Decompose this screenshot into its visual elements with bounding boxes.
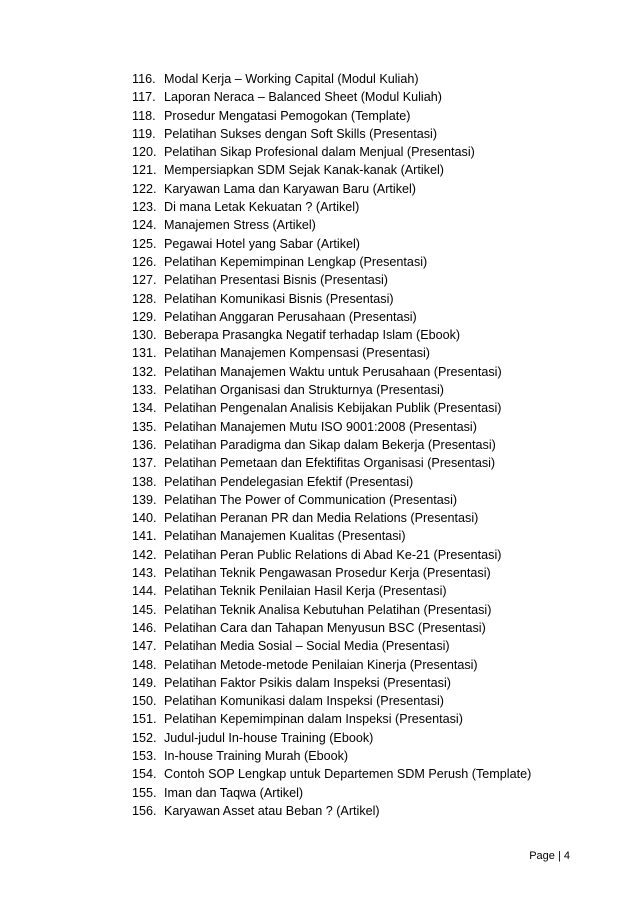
list-item bbox=[132, 491, 602, 509]
item-title: Pelatihan Pemetaan dan Efektifitas Organisasi (Presentasi) bbox=[164, 456, 496, 471]
item-title: Pelatihan Peran Public Relations di Abad Ke-21 (Presentasi) bbox=[164, 547, 502, 562]
list-item bbox=[132, 637, 602, 655]
list-item bbox=[132, 344, 602, 362]
item-title: Pelatihan Organisasi dan Strukturnya (Presentasi) bbox=[164, 383, 445, 398]
item-title: Pelatihan Faktor Psikis dalam Inspeksi (Presentasi) bbox=[164, 675, 451, 690]
item-number: 128. bbox=[132, 291, 157, 306]
list-item bbox=[132, 88, 602, 106]
item-number: 145. bbox=[132, 602, 157, 617]
list-item bbox=[132, 784, 602, 802]
list-item bbox=[132, 509, 602, 527]
list-item bbox=[132, 216, 602, 234]
item-title: Pelatihan Teknik Penilaian Hasil Kerja (Presentasi) bbox=[164, 584, 447, 599]
item-number: 122. bbox=[132, 181, 157, 196]
item-number: 149. bbox=[132, 675, 157, 690]
list-item bbox=[132, 582, 602, 600]
list-item bbox=[132, 70, 602, 88]
item-title: Judul-judul In-house Training (Ebook) bbox=[164, 730, 374, 745]
item-number: 142. bbox=[132, 547, 157, 562]
item-number: 119. bbox=[132, 126, 156, 141]
list-item bbox=[132, 107, 602, 125]
item-title: Pelatihan Kepemimpinan dalam Inspeksi (Presentasi) bbox=[164, 712, 463, 727]
item-title: Pelatihan Sukses dengan Soft Skills (Presentasi) bbox=[164, 126, 438, 141]
item-title: Pelatihan Presentasi Bisnis (Presentasi) bbox=[164, 273, 388, 288]
list-item bbox=[132, 710, 602, 728]
item-title: Pelatihan Sikap Profesional dalam Menjual (Presentasi) bbox=[164, 145, 475, 160]
item-title: Pelatihan Pengenalan Analisis Kebijakan Publik (Presentasi) bbox=[164, 401, 502, 416]
item-number: 136. bbox=[132, 437, 157, 452]
item-number: 124. bbox=[132, 218, 157, 233]
item-number: 117. bbox=[132, 90, 156, 105]
item-title: Pelatihan Paradigma dan Sikap dalam Bekerja (Presentasi) bbox=[164, 437, 496, 452]
item-title: Pelatihan Manajemen Kompensasi (Presentasi) bbox=[164, 346, 431, 361]
item-title: Di mana Letak Kekuatan ? (Artikel) bbox=[164, 200, 360, 215]
item-number: 154. bbox=[132, 767, 157, 782]
item-number: 123. bbox=[132, 200, 157, 215]
item-number: 140. bbox=[132, 511, 157, 526]
item-title: Pegawai Hotel yang Sabar (Artikel) bbox=[164, 236, 360, 251]
item-number: 133. bbox=[132, 383, 157, 398]
list-item bbox=[132, 729, 602, 747]
list-item bbox=[132, 473, 602, 491]
list-item bbox=[132, 399, 602, 417]
list-item bbox=[132, 747, 602, 765]
item-title: Pelatihan Peranan PR dan Media Relations (Presentasi) bbox=[164, 511, 479, 526]
item-title: Karyawan Asset atau Beban ? (Artikel) bbox=[164, 803, 380, 818]
list-item bbox=[132, 619, 602, 637]
item-number: 141. bbox=[132, 529, 157, 544]
item-title: Laporan Neraca – Balanced Sheet (Modul Kuliah) bbox=[164, 90, 442, 105]
list-item bbox=[132, 692, 602, 710]
item-number: 125. bbox=[132, 236, 157, 251]
item-title: Pelatihan Manajemen Mutu ISO 9001:2008 (Presentasi) bbox=[164, 419, 477, 434]
list-item bbox=[132, 308, 602, 326]
item-number: 120. bbox=[132, 145, 157, 160]
item-title: Pelatihan Manajemen Waktu untuk Perusahaan (Presentasi) bbox=[164, 364, 502, 379]
item-number: 147. bbox=[132, 639, 157, 654]
list-item bbox=[132, 125, 602, 143]
item-number: 155. bbox=[132, 785, 157, 800]
item-title: Contoh SOP Lengkap untuk Departemen SDM Perush (Template) bbox=[164, 767, 532, 782]
list-item bbox=[132, 418, 602, 436]
item-number: 132. bbox=[132, 364, 157, 379]
list-item bbox=[132, 381, 602, 399]
item-title: Pelatihan Cara dan Tahapan Menyusun BSC (Presentasi) bbox=[164, 620, 486, 635]
item-title: Manajemen Stress (Artikel) bbox=[164, 218, 316, 233]
item-number: 116. bbox=[132, 72, 156, 86]
item-number: 134. bbox=[132, 401, 157, 416]
item-number: 148. bbox=[132, 657, 157, 672]
item-title: Pelatihan Manajemen Kualitas (Presentasi) bbox=[164, 529, 406, 544]
item-number: 144. bbox=[132, 584, 157, 599]
list-item bbox=[132, 656, 602, 674]
item-number: 138. bbox=[132, 474, 157, 489]
item-title: Pelatihan Metode-metode Penilaian Kinerja (Presentasi) bbox=[164, 657, 478, 672]
item-number: 139. bbox=[132, 492, 157, 507]
list-item bbox=[132, 454, 602, 472]
item-number: 156. bbox=[132, 803, 157, 818]
list-item bbox=[132, 161, 602, 179]
item-title: Pelatihan Komunikasi dalam Inspeksi (Presentasi) bbox=[164, 694, 444, 709]
list-item bbox=[132, 546, 602, 564]
item-number: 143. bbox=[132, 566, 157, 581]
item-title: Pelatihan Komunikasi Bisnis (Presentasi) bbox=[164, 291, 394, 306]
item-number: 151. bbox=[132, 712, 157, 727]
item-title: Pelatihan Kepemimpinan Lengkap (Presentasi) bbox=[164, 254, 428, 269]
item-title: Pelatihan Anggaran Perusahaan (Presentasi) bbox=[164, 309, 417, 324]
item-number: 129. bbox=[132, 309, 157, 324]
list-item bbox=[132, 253, 602, 271]
list-item bbox=[132, 235, 602, 253]
list-item bbox=[132, 363, 602, 381]
item-number: 150. bbox=[132, 694, 157, 709]
item-number: 146. bbox=[132, 620, 157, 635]
item-number: 127. bbox=[132, 273, 157, 288]
item-number: 153. bbox=[132, 748, 157, 763]
item-number: 152. bbox=[132, 730, 157, 745]
list-item bbox=[132, 198, 602, 216]
item-title: Karyawan Lama dan Karyawan Baru (Artikel) bbox=[164, 181, 416, 196]
list-item bbox=[132, 674, 602, 692]
item-title: Pelatihan Media Sosial – Social Media (Presentasi) bbox=[164, 639, 450, 654]
item-title: Pelatihan The Power of Communication (Presentasi) bbox=[164, 492, 458, 507]
list-item bbox=[132, 601, 602, 619]
list-item bbox=[132, 271, 602, 289]
list-item bbox=[132, 527, 602, 545]
item-number: 126. bbox=[132, 254, 157, 269]
list-item bbox=[132, 564, 602, 582]
item-number: 137. bbox=[132, 456, 157, 471]
item-title: Pelatihan Pendelegasian Efektif (Presentasi) bbox=[164, 474, 414, 489]
item-title: Modal Kerja – Working Capital (Modul Kuliah) bbox=[164, 72, 419, 86]
list-item bbox=[132, 802, 602, 820]
item-title: Iman dan Taqwa (Artikel) bbox=[164, 785, 304, 800]
list-item bbox=[132, 290, 602, 308]
item-number: 121. bbox=[132, 163, 157, 178]
item-title: In-house Training Murah (Ebook) bbox=[164, 748, 349, 763]
item-number: 118. bbox=[132, 108, 156, 123]
list-item bbox=[132, 143, 602, 161]
item-title: Beberapa Prasangka Negatif terhadap Islam (Ebook) bbox=[164, 328, 461, 343]
list-item bbox=[132, 436, 602, 454]
item-number: 135. bbox=[132, 419, 157, 434]
item-title: Mempersiapkan SDM Sejak Kanak-kanak (Artikel) bbox=[164, 163, 444, 178]
item-title: Pelatihan Teknik Analisa Kebutuhan Pelatihan (Presentasi) bbox=[164, 602, 492, 617]
item-list bbox=[132, 70, 602, 820]
list-item bbox=[132, 765, 602, 783]
list-item bbox=[132, 326, 602, 344]
page-footer: Page | 4 bbox=[529, 850, 570, 862]
item-number: 131. bbox=[132, 346, 157, 361]
item-title: Prosedur Mengatasi Pemogokan (Template) bbox=[164, 108, 411, 123]
item-title: Pelatihan Teknik Pengawasan Prosedur Kerja (Presentasi) bbox=[164, 566, 491, 581]
list-item bbox=[132, 180, 602, 198]
item-number: 130. bbox=[132, 328, 157, 343]
